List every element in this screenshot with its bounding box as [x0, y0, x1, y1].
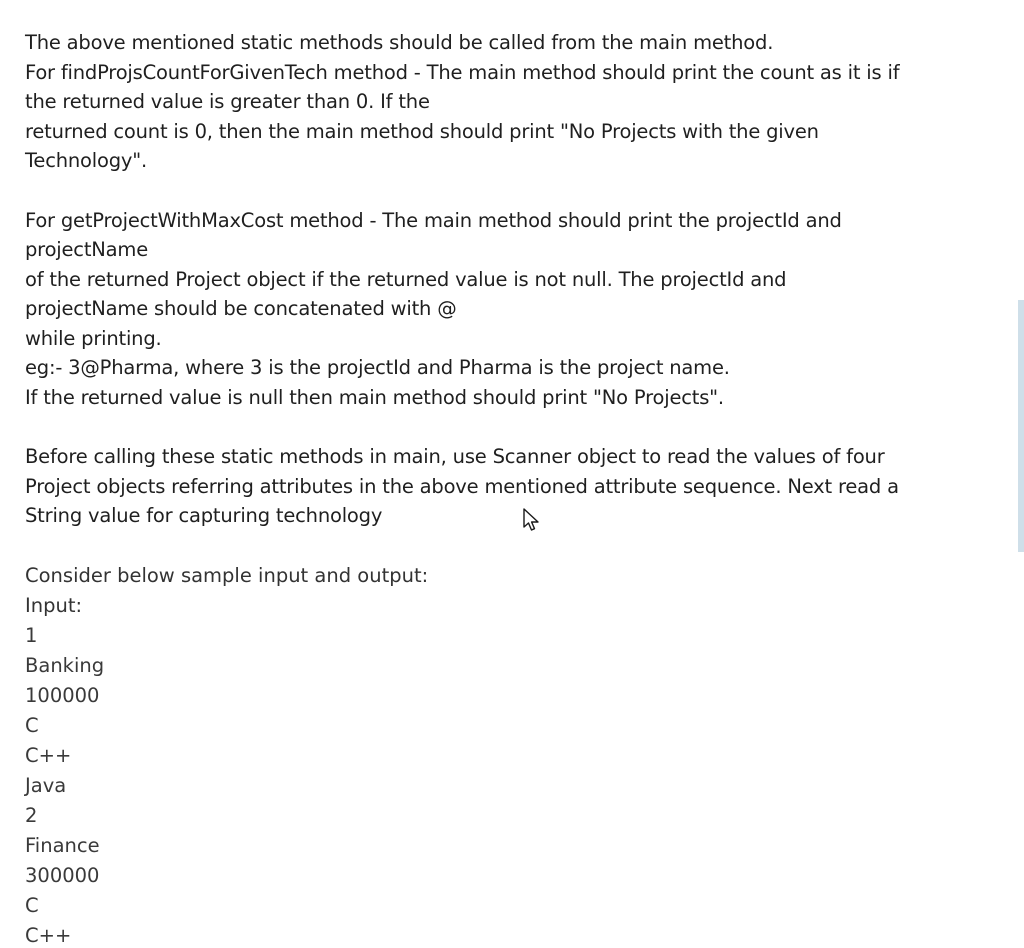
sample-input-output	[25, 561, 990, 948]
input-value: 100000	[25, 683, 100, 707]
text-line: Before calling these static methods in main, use Scanner object to read the values of four	[25, 445, 885, 468]
input-value: Finance	[25, 833, 100, 857]
text-line: of the returned Project object if the returned value is not null. The projectId and	[25, 267, 787, 291]
sample-heading: Consider below sample input and output:	[25, 563, 429, 587]
text-line: String value for capturing technology	[25, 504, 383, 527]
vertical-scrollbar[interactable]	[1018, 300, 1024, 552]
input-value: 2	[25, 803, 38, 827]
paragraph-main-method-calls	[25, 28, 990, 176]
text-line: If the returned value is null then main method should print "No Projects".	[25, 385, 724, 409]
text-line: returned count is 0, then the main method should print "No Projects with the given	[25, 119, 819, 143]
paragraph-max-cost	[25, 206, 990, 413]
text-line: Technology".	[25, 149, 147, 172]
text-line: the returned value is greater than 0. If the	[25, 90, 430, 113]
input-value: C++	[25, 743, 72, 767]
text-line: For getProjectWithMaxCost method - The main method should print the projectId and	[25, 208, 842, 232]
input-label: Input:	[25, 593, 83, 617]
text-line: For findProjsCountForGivenTech method - The main method should print the count as it is if	[25, 60, 900, 84]
text-line: Project objects referring attributes in the above mentioned attribute sequence. Next read a	[25, 474, 899, 498]
input-value: 300000	[25, 863, 100, 887]
problem-statement	[25, 28, 990, 948]
input-value: 1	[25, 623, 38, 647]
input-value: C	[25, 893, 39, 917]
input-value: C++	[25, 923, 72, 947]
paragraph-scanner-input	[25, 442, 990, 531]
mouse-pointer-icon	[522, 508, 542, 532]
text-line: projectName should be concatenated with @	[25, 297, 457, 320]
text-line: The above mentioned static methods should be called from the main method.	[25, 31, 774, 54]
text-line: eg:- 3@Pharma, where 3 is the projectId and Pharma is the project name.	[25, 356, 730, 379]
text-line: while printing.	[25, 326, 162, 350]
text-line: projectName	[25, 238, 149, 261]
input-value: C	[25, 713, 39, 737]
input-value: Java	[25, 773, 67, 797]
input-value: Banking	[25, 653, 105, 677]
